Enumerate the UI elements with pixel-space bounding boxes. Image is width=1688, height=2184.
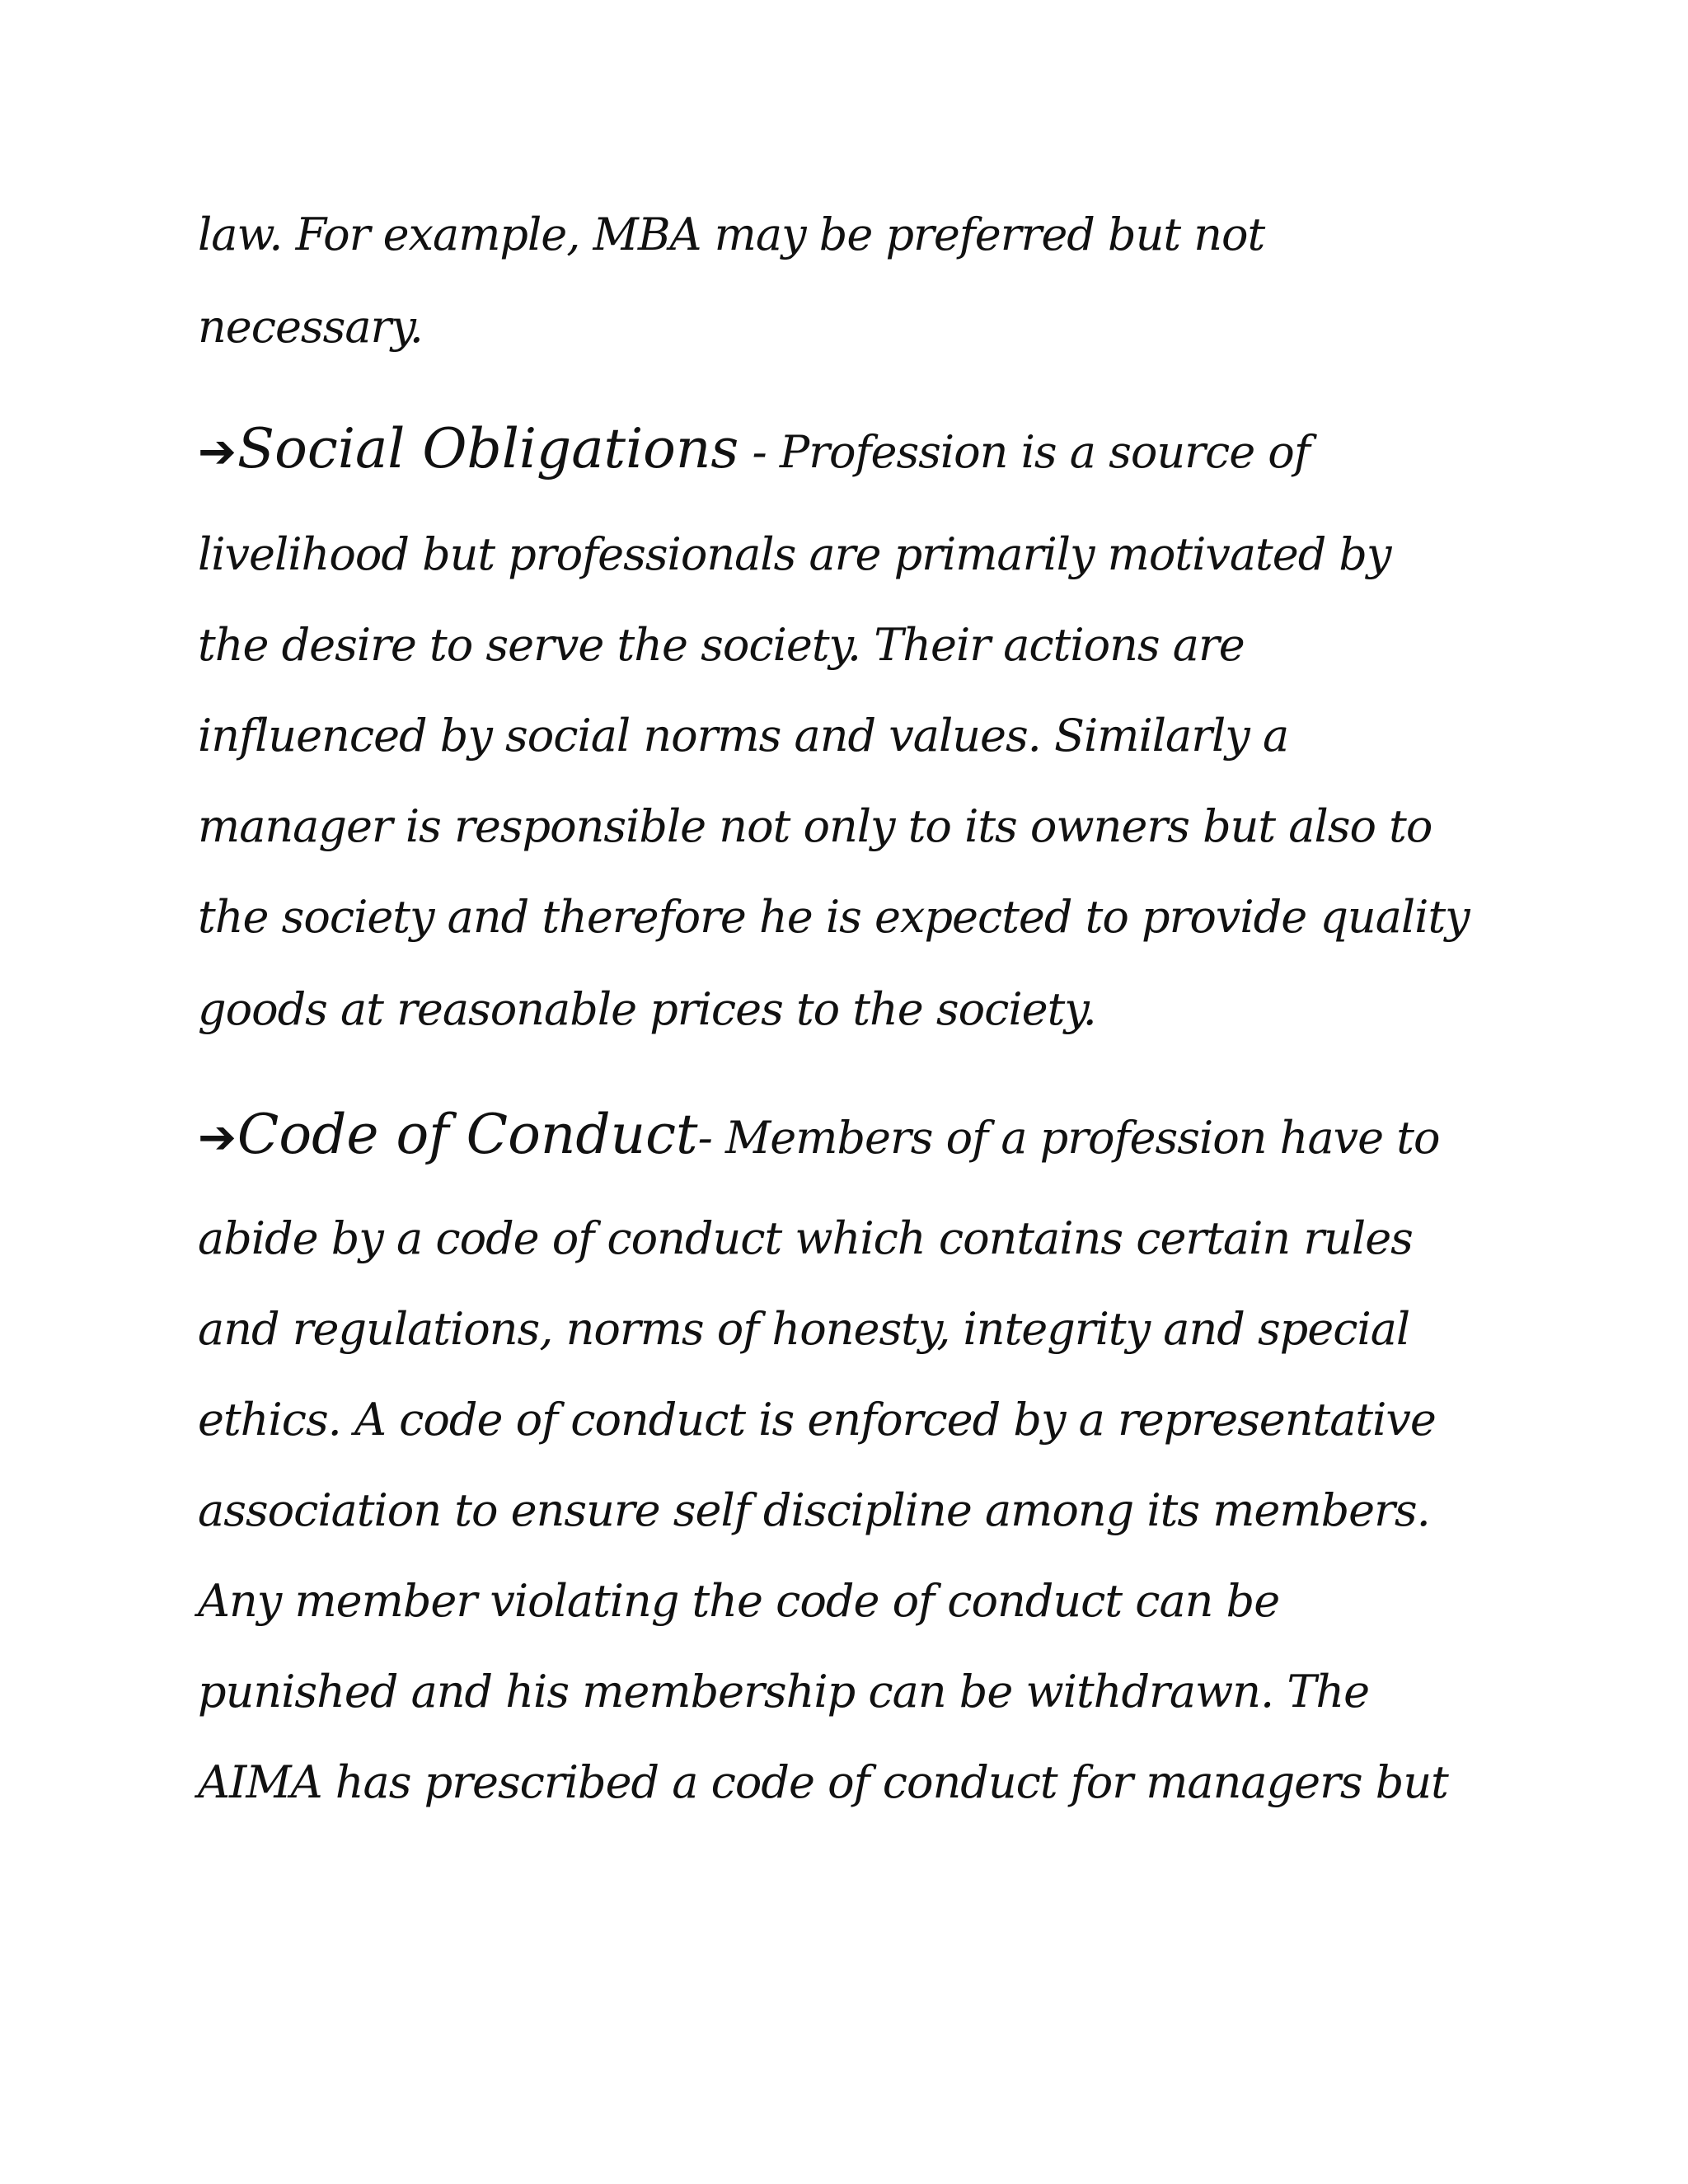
code-heading-lead: - Members of a profession have to bbox=[697, 1112, 1440, 1164]
social-heading-line bbox=[198, 417, 1310, 481]
social-line-1: livelihood but professionals are primarily motivated by bbox=[198, 528, 1391, 580]
code-line-3: ethics. A code of conduct is enforced by a representative bbox=[198, 1394, 1436, 1446]
code-line-7: AIMA has prescribed a code of conduct for managers but bbox=[198, 1756, 1448, 1808]
code-line-5: Any member violating the code of conduct can be bbox=[198, 1575, 1280, 1627]
social-line-2: the desire to serve the society. Their actions are bbox=[198, 619, 1245, 671]
intro-line-2: necessary. bbox=[198, 301, 423, 353]
document-page bbox=[198, 0, 1533, 2184]
code-line-6: punished and his membership can be withdrawn. The bbox=[198, 1666, 1370, 1718]
social-line-6: goods at reasonable prices to the society. bbox=[198, 983, 1096, 1035]
social-heading-lead: - Profession is a source of bbox=[738, 426, 1310, 478]
code-line-4: association to ensure self discipline among its members. bbox=[198, 1484, 1430, 1536]
code-of-conduct-heading: Code of Conduct bbox=[237, 1103, 698, 1166]
social-line-4: manager is responsible not only to its owners but also to bbox=[198, 800, 1432, 852]
code-line-2: and regulations, norms of honesty, integrity and special bbox=[198, 1303, 1410, 1355]
social-line-3: influenced by social norms and values. Similarly a bbox=[198, 710, 1289, 762]
intro-line-1: law. For example, MBA may be preferred but not bbox=[198, 209, 1265, 260]
social-obligations-heading: Social Obligations bbox=[237, 417, 739, 480]
social-line-5: the society and therefore he is expected to provide quality bbox=[198, 891, 1470, 943]
arrow-right-icon: ➔ bbox=[198, 425, 236, 479]
arrow-right-icon: ➔ bbox=[198, 1111, 236, 1165]
code-line-1: abide by a code of conduct which contains certain rules bbox=[198, 1212, 1413, 1264]
code-heading-line bbox=[198, 1103, 1440, 1167]
